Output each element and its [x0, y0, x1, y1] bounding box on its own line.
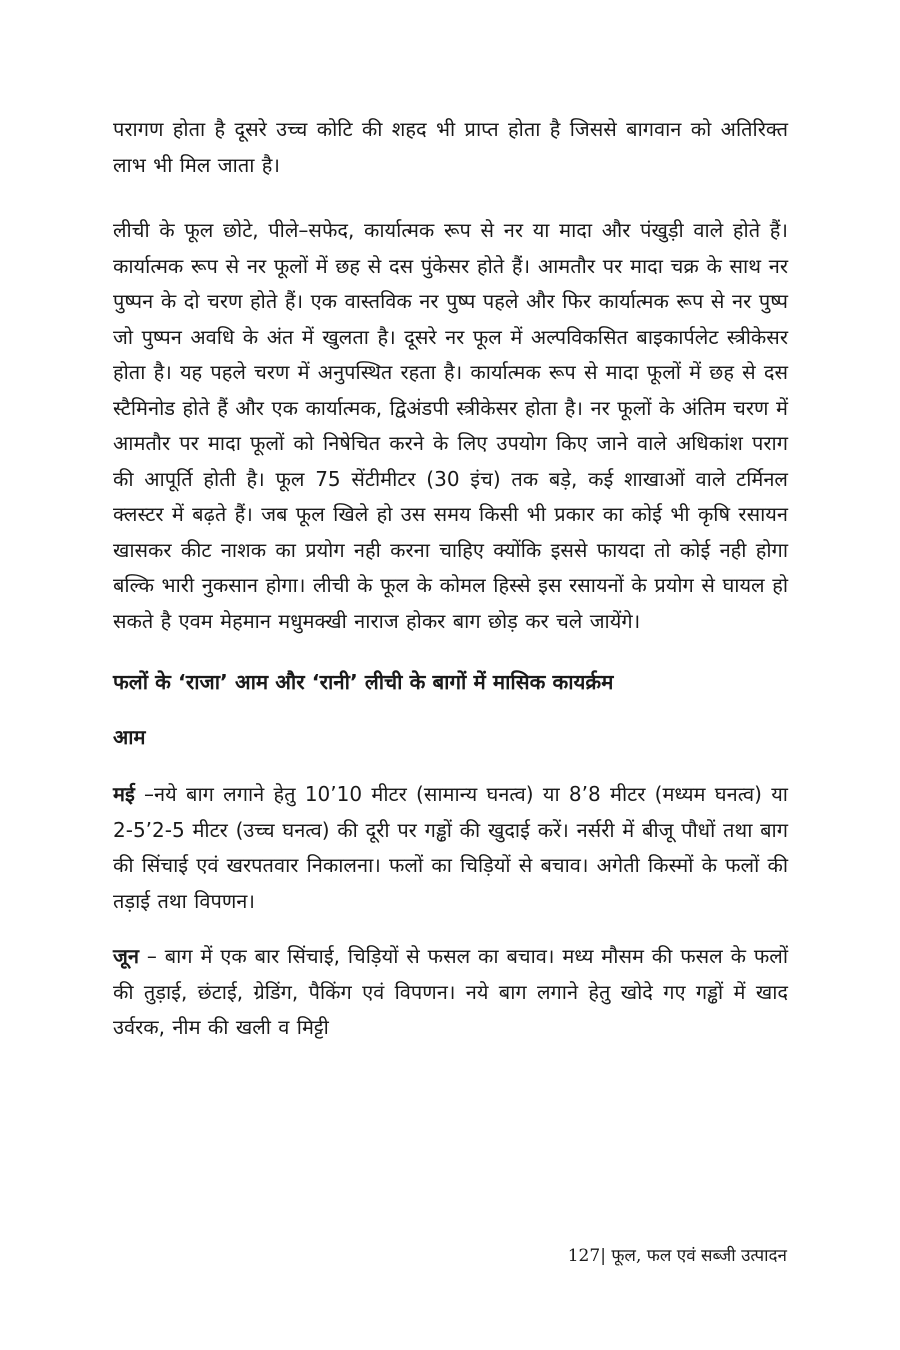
section-heading: फलों के ‘राजा’ आम और ‘रानी’ लीची के बागों में मासिक कायर्क्रम [113, 670, 614, 694]
page-footer [568, 1244, 787, 1268]
book-title: फूल, फल एवं सब्जी उत्पादन [605, 1246, 787, 1266]
mango-subheading: आम [113, 725, 146, 749]
litchi-flower-paragraph: लीची के फूल छोटे, पीले–सफेद, कार्यात्मक रूप से नर या मादा और पंखुड़ी वाले होते हैं। कार्यात्मक रूप से नर फूलों में छह से दस पुंकेसर होते हैं। आमतौर पर मादा चक्र के साथ नर पुष्पन के दो चरण होते हैं। एक वास्तविक नर पुष्प पहले और फिर कार्यात्मक रूप से नर पुष्प जो पुष्पन अवधि के अंत में खुलता है। दूसरे नर फूल में अल्पविकसित बाइकार्पलेट स्त्रीकेसर होता है। यह पहले चरण में अनुपस्थित रहता है। कार्यात्मक रूप से मादा फूलों में छह से दस स्टैमिनोड होते हैं और एक कार्यात्मक, द्विअंडपी स्त्रीकेसर होता है। नर फूलों के अंतिम चरण में आमतौर पर मादा फूलों को निषेचित करने के लिए उपयोग किए जाने वाले अधिकांश पराग की आपूर्ति होती है। फूल 75 सेंटीमीटर (30 इंच) तक बड़े, कई शाखाओं वाले टर्मिनल क्लस्टर में बढ़ते हैं। जब फूल खिले हो उस समय किसी भी प्रकार का कोई भी कृषि रसायन खासकर कीट नाशक का प्रयोग नही करना चाहिए क्योंकि इससे फायदा तो कोई नही होगा बल्कि भारी नुकसान होगा। लीची के फूल के कोमल हिस्से इस रसायनों के प्रयोग से घायल हो सकते है एवम मेहमान मधुमक्खी नाराज होकर बाग छोड़ कर चले जायेंगे। [113, 218, 788, 633]
june-text: – बाग में एक बार सिंचाई, चिड़ियों से फसल का बचाव। मध्य मौसम की फसल के फलों की तुड़ाई, छंटाई, ग्रेडिंग, पैकिंग एवं विपणन। नये बाग लगाने हेतु खोदे गए गड्ढों में खाद उर्वरक, नीम की खली व मिट्टी [113, 944, 788, 1039]
may-label: मई [113, 782, 135, 806]
june-paragraph [113, 939, 788, 1046]
footer-separator: | [600, 1246, 606, 1266]
page-number: 127 [567, 1246, 601, 1266]
may-paragraph [113, 777, 788, 919]
may-text: –नये बाग लगाने हेतु 10’10 मीटर (सामान्य घनत्व) या 8’8 मीटर (मध्यम घनत्व) या 2-5’2-5 मीटर (उच्च घनत्व) की दूरी पर गड्ढों की खुदाई करें। नर्सरी में बीजू पौधों तथा बाग की सिंचाई एवं खरपतवार निकालना। फलों का चिड़ियों से बचाव। अगेती किस्मों के फलों की तड़ाई तथा विपणन। [113, 782, 788, 913]
intro-paragraph: परागण होता है दूसरे उच्च कोटि की शहद भी प्राप्त होता है जिससे बागवान को अतिरिक्त लाभ भी मिल जाता है। [113, 117, 788, 177]
page-content [113, 112, 788, 1046]
june-label: जून [113, 944, 139, 968]
